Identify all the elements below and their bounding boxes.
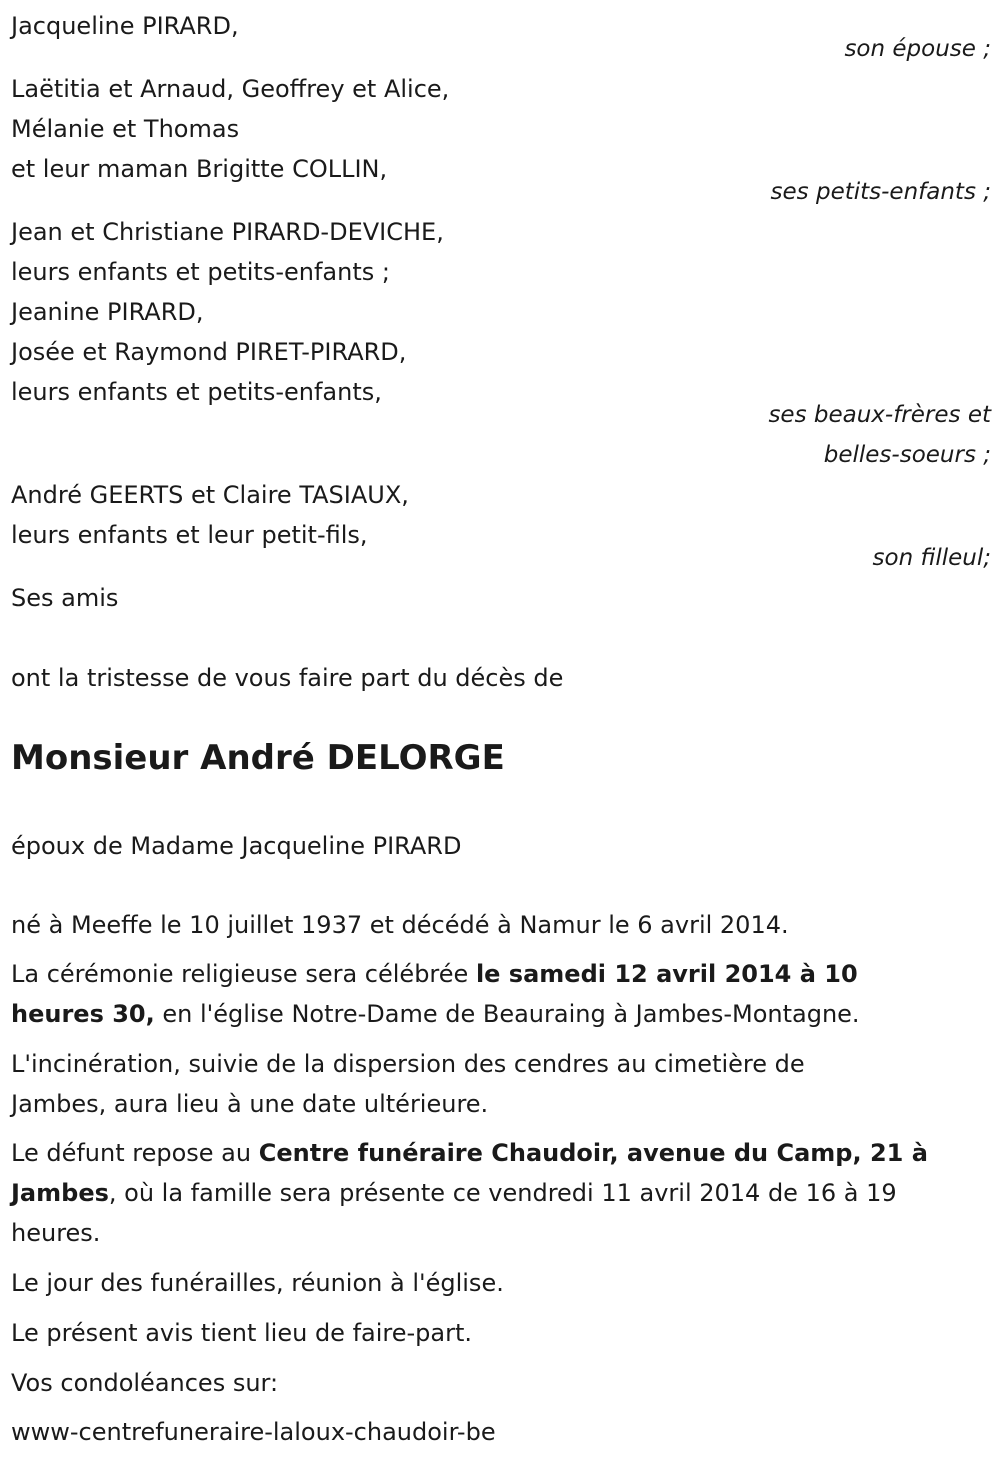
friends: Ses amis [11, 584, 119, 612]
grandchildren-line-2: Mélanie et Thomas [11, 115, 240, 143]
spouse-of: époux de Madame Jacqueline PIRARD [11, 832, 462, 860]
ceremony-place: en l'église Notre-Dame de Beauraing à Jambes-Montagne. [154, 1000, 860, 1028]
ceremony-date: le samedi 12 avril 2014 à 10 [475, 960, 858, 988]
funeral-day: Le jour des funérailles, réunion à l'église. [11, 1269, 504, 1297]
godson-line-1: André GEERTS et Claire TASIAUX, [11, 481, 409, 509]
siblings-line-5: leurs enfants et petits-enfants, [11, 378, 382, 406]
condolences-label: Vos condoléances sur: [11, 1369, 279, 1397]
rest-visit: , où la famille sera présente ce vendredi 11 avril 2014 de 16 à 19 [108, 1179, 897, 1207]
ceremony-time: heures 30, [11, 1000, 155, 1028]
notice-statement: Le présent avis tient lieu de faire-part. [11, 1319, 473, 1347]
grandchildren-relation: ses petits-enfants ; [770, 179, 991, 205]
siblings-line-4: Josée et Raymond PIRET-PIRARD, [11, 338, 407, 366]
grandchildren-line-3: et leur maman Brigitte COLLIN, [11, 155, 388, 183]
cremation-line-2: Jambes, aura lieu à une date ultérieure. [11, 1090, 489, 1118]
rest-line-3: heures. [11, 1219, 101, 1247]
ceremony-line-1 [11, 958, 858, 990]
godson-line-2: leurs enfants et leur petit-fils, [11, 521, 368, 549]
siblings-line-2: leurs enfants et petits-enfants ; [11, 258, 390, 286]
siblings-relation-1: ses beaux-frères et [768, 402, 991, 428]
rest-line-1 [11, 1137, 928, 1169]
siblings-line-3: Jeanine PIRARD, [11, 298, 204, 326]
rest-line-2 [11, 1177, 897, 1209]
rest-place: Centre funéraire Chaudoir, avenue du Camp, 21 à [258, 1139, 928, 1167]
siblings-line-1: Jean et Christiane PIRARD-DEVICHE, [11, 218, 444, 246]
rest-text: Le défunt repose au [11, 1139, 259, 1167]
announcement-intro: ont la tristesse de vous faire part du décès de [11, 664, 564, 692]
cremation-line-1: L'incinération, suivie de la dispersion des cendres au cimetière de [11, 1050, 805, 1078]
spouse-relation: son épouse ; [844, 36, 991, 62]
death-notice [11, 0, 991, 1463]
godson-relation: son filleul; [872, 545, 991, 571]
grandchildren-line-1: Laëtitia et Arnaud, Geoffrey et Alice, [11, 75, 450, 103]
spouse-name: Jacqueline PIRARD, [11, 12, 239, 40]
rest-city: Jambes [11, 1179, 109, 1207]
siblings-relation-2: belles-soeurs ; [823, 442, 991, 468]
deceased-name: Monsieur André DELORGE [11, 738, 505, 778]
condolences-website: www-centrefuneraire-laloux-chaudoir-be [11, 1418, 496, 1446]
ceremony-text: La cérémonie religieuse sera célébrée [11, 960, 476, 988]
birth-death: né à Meeffe le 10 juillet 1937 et décédé à Namur le 6 avril 2014. [11, 911, 789, 939]
ceremony-line-2 [11, 998, 860, 1030]
